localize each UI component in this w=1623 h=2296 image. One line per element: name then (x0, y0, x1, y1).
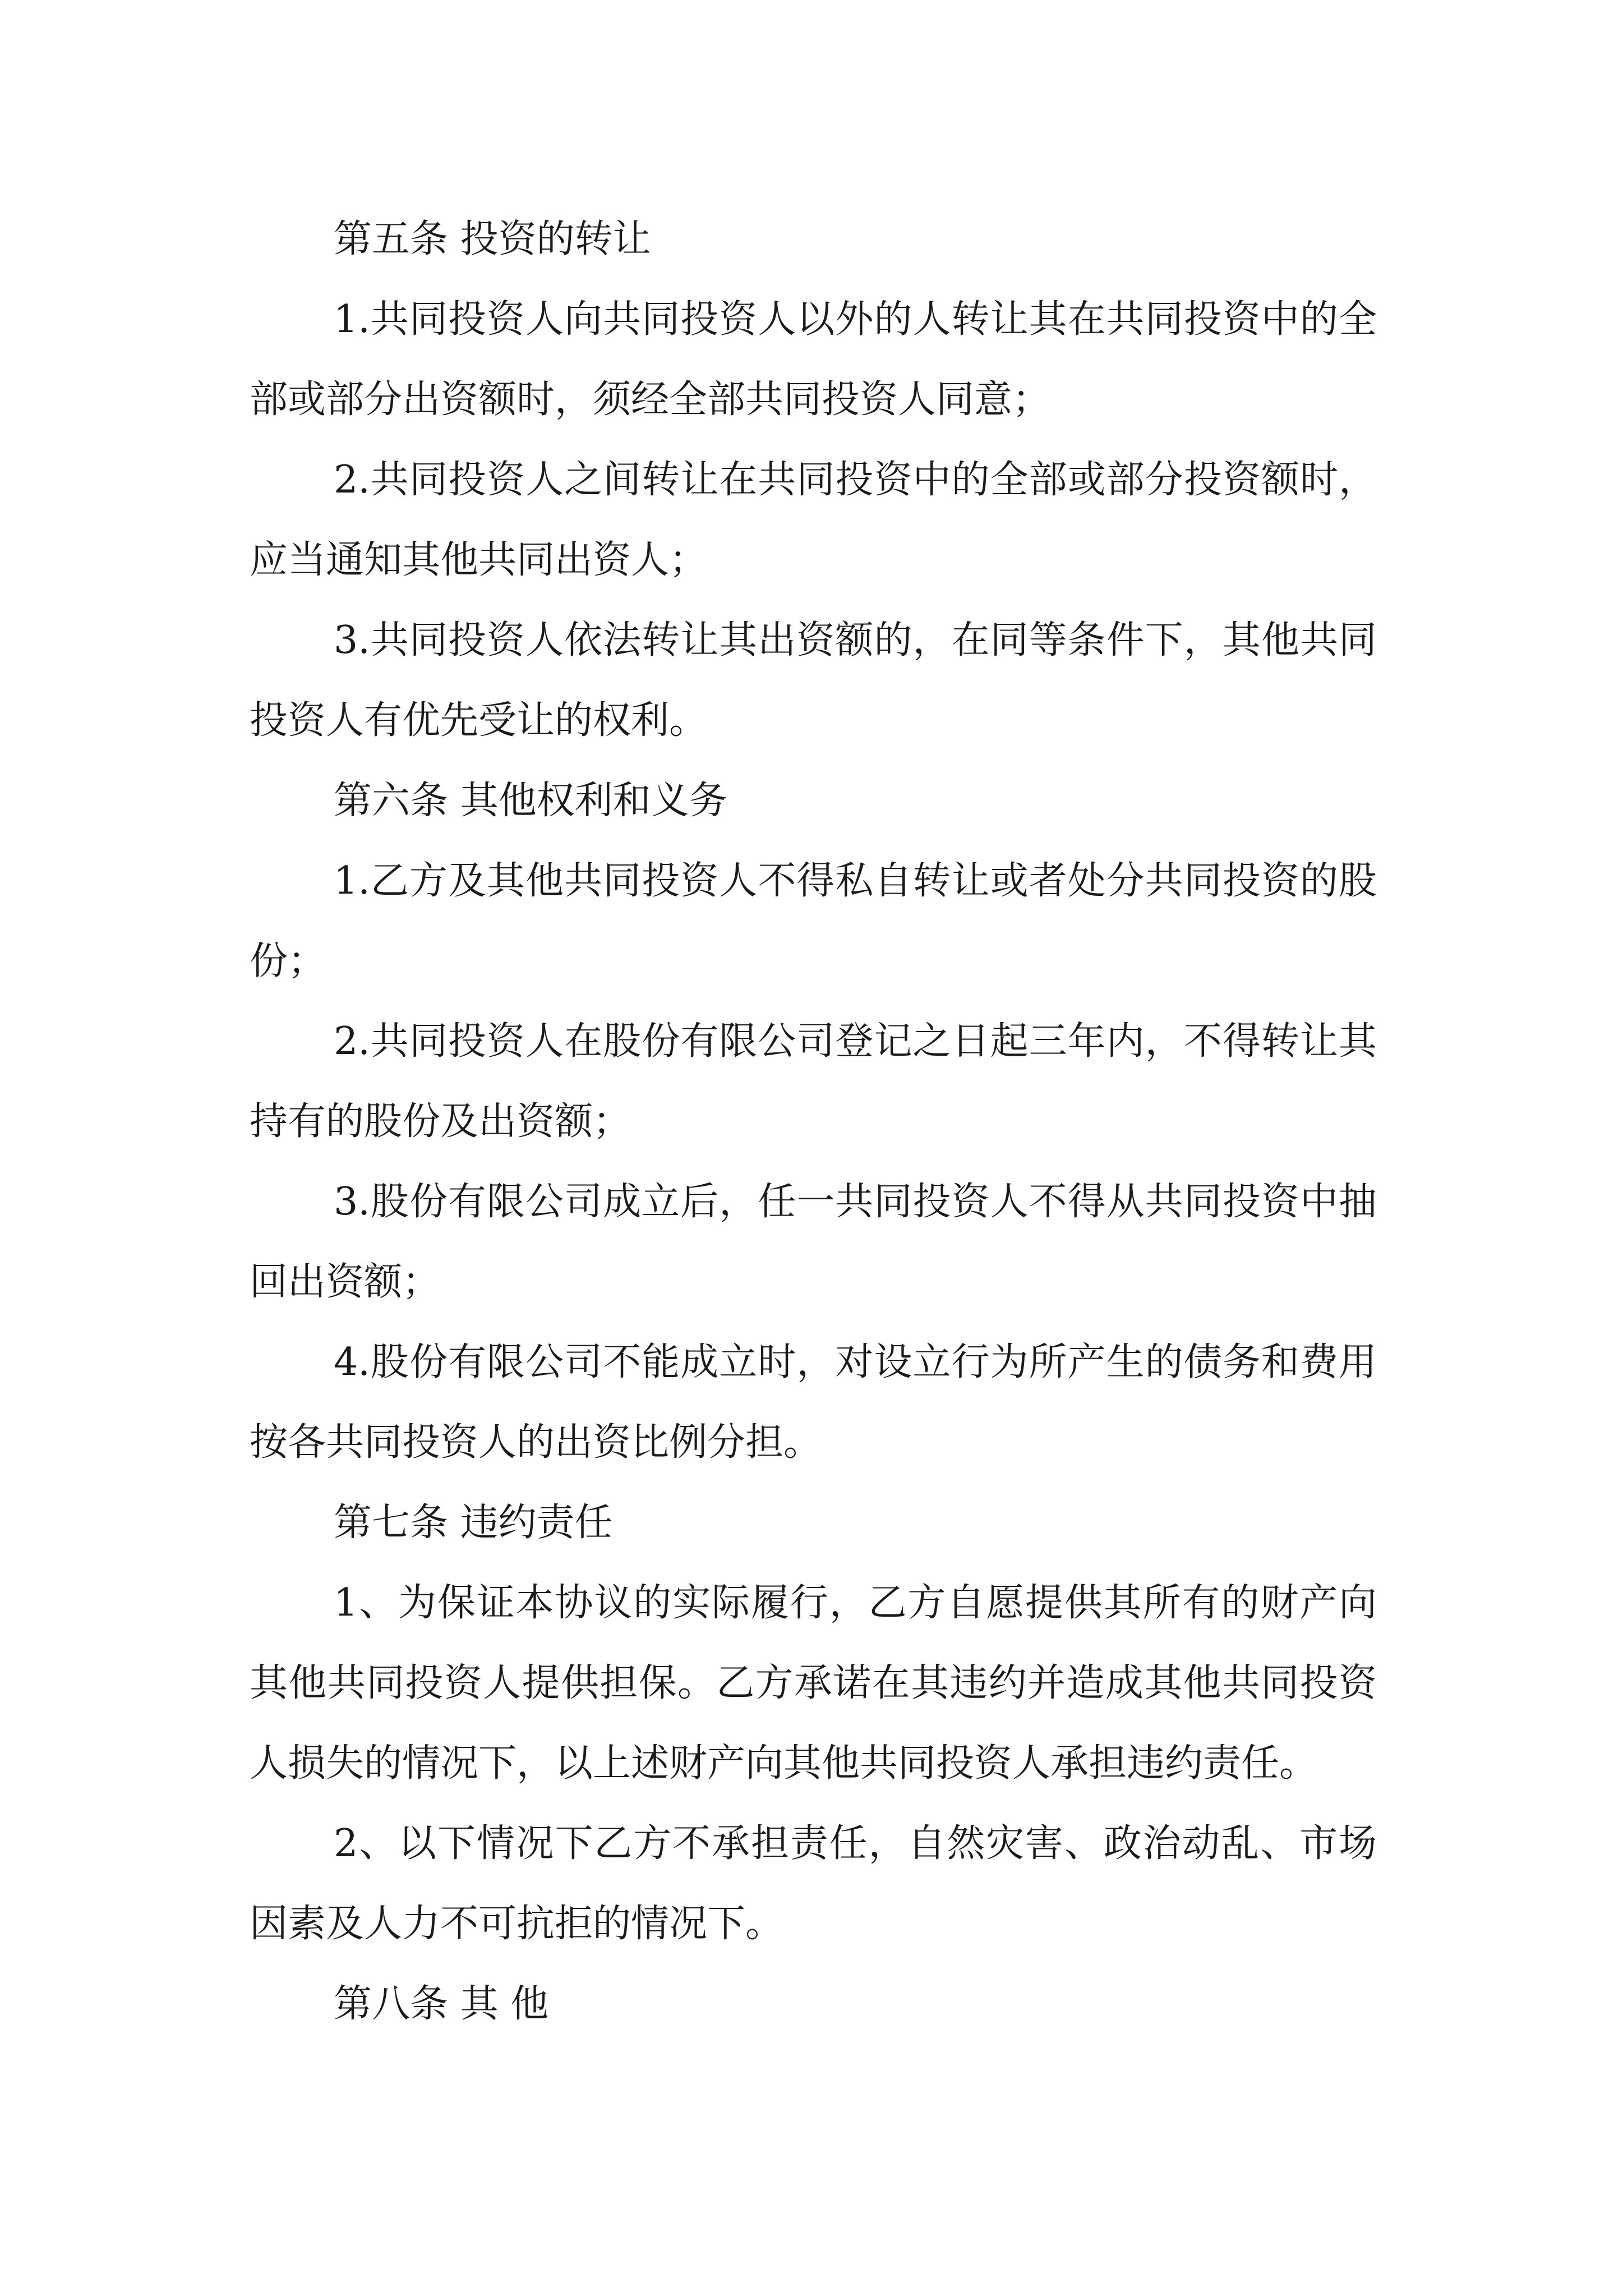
article-6-clause-3: 3.股份有限公司成立后，任一共同投资人不得从共同投资中抽回出资额； (250, 1180, 1377, 1304)
article-5-clause-3: 3.共同投资人依法转让其出资额的，在同等条件下，其他共同投资人有优先受让的权利。 (250, 618, 1377, 743)
article-6-clause-4: 4.股份有限公司不能成立时，对设立行为所产生的债务和费用按各共同投资人的出资比例分担。 (250, 1340, 1377, 1465)
document-body (250, 199, 1377, 2044)
article-5-clause-1: 1.共同投资人向共同投资人以外的人转让其在共同投资中的全部或部分出资额时，须经全部共同投资人同意； (250, 297, 1377, 422)
article-6-clause-1: 1.乙方及其他共同投资人不得私自转让或者处分共同投资的股份； (250, 859, 1377, 983)
article-5-clause-2: 2.共同投资人之间转让在共同投资中的全部或部分投资额时，应当通知其他共同出资人； (250, 458, 1377, 582)
article-8-heading: 第八条 其 他 (334, 1982, 549, 2026)
article-7-clause-1: 1、为保证本协议的实际履行，乙方自愿提供其所有的财产向其他共同投资人提供担保。乙方承诺在其违约并造成其他共同投资人损失的情况下，以上述财产向其他共同投资人承担违约责任。 (250, 1581, 1377, 1786)
article-5-heading: 第五条 投资的转让 (334, 217, 651, 261)
article-7-heading: 第七条 违约责任 (334, 1501, 613, 1545)
article-7-clause-2: 2、以下情况下乙方不承担责任，自然灾害、政治动乱、市场因素及人力不可抗拒的情况下。 (250, 1821, 1377, 1946)
article-6-clause-2: 2.共同投资人在股份有限公司登记之日起三年内，不得转让其持有的股份及出资额； (250, 1019, 1377, 1144)
article-6-heading: 第六条 其他权利和义务 (334, 779, 727, 823)
